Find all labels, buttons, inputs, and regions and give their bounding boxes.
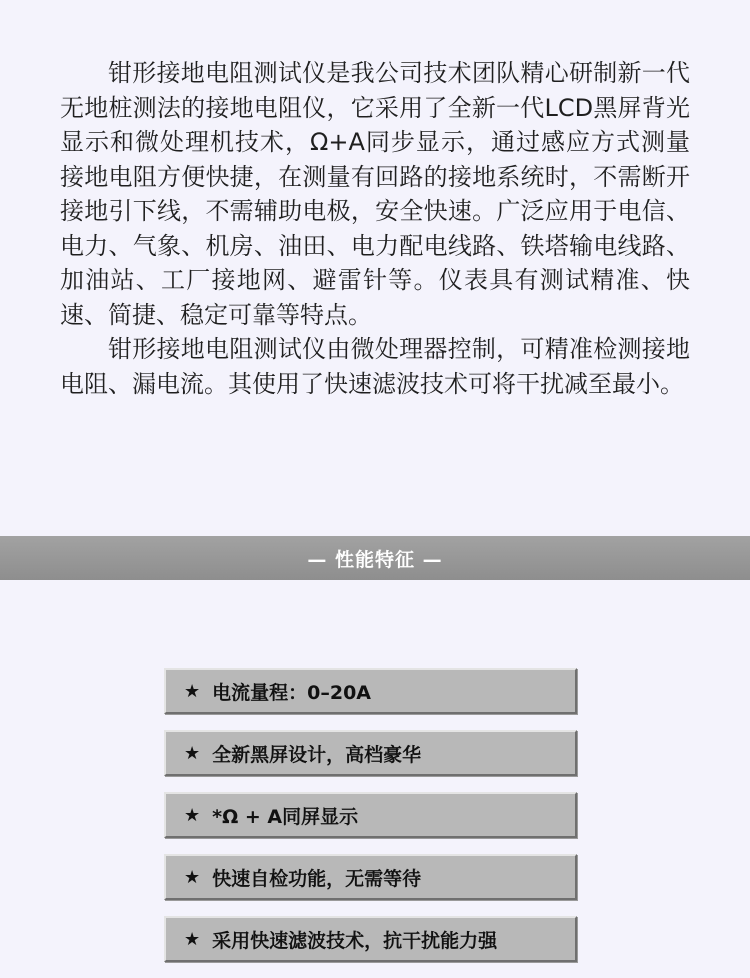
star-icon: ★ xyxy=(184,804,201,826)
star-icon: ★ xyxy=(184,680,201,702)
feature-item-fast-filtering xyxy=(164,916,577,962)
section-header-bar xyxy=(0,536,750,580)
feature-label: *Ω + A同屏显示 xyxy=(212,805,359,828)
star-icon: ★ xyxy=(184,866,201,888)
feature-label: 快速自检功能，无需等待 xyxy=(212,867,422,890)
feature-list xyxy=(164,668,577,978)
feature-item-black-screen xyxy=(164,730,577,776)
intro-text xyxy=(60,56,690,401)
feature-item-self-check xyxy=(164,854,577,900)
feature-item-current-range xyxy=(164,668,577,714)
feature-item-same-screen-display xyxy=(164,792,577,838)
feature-label: 电流量程：0–20A xyxy=(212,681,372,704)
feature-label: 全新黑屏设计，高档豪华 xyxy=(212,743,422,766)
intro-paragraph-1: 钳形接地电阻测试仪是我公司技术团队精心研制新一代无地桩测法的接地电阻仪，它采用了全新一代LCD黑屏背光显示和微处理机技术，Ω+A同步显示，通过感应方式测量接地电阻方便快捷，在测量有回路的接地系统时，不需断开接地引下线，不需辅助电极，安全快速。广泛应用于电信、电力、气象、机房、油田、电力配电线路、铁塔输电线路、加油站、工厂接地网、避雷针等。仪表具有测试精准、快速、简捷、稳定可靠等特点。 xyxy=(60,59,690,329)
intro-paragraph-2: 钳形接地电阻测试仪由微处理器控制，可精准检测接地电阻、漏电流。其使用了快速滤波技术可将干扰减至最小。 xyxy=(60,335,690,398)
star-icon: ★ xyxy=(184,928,201,950)
star-icon: ★ xyxy=(184,742,201,764)
section-title: — 性能特征 — xyxy=(307,548,443,571)
feature-label: 采用快速滤波技术，抗干扰能力强 xyxy=(212,929,498,952)
